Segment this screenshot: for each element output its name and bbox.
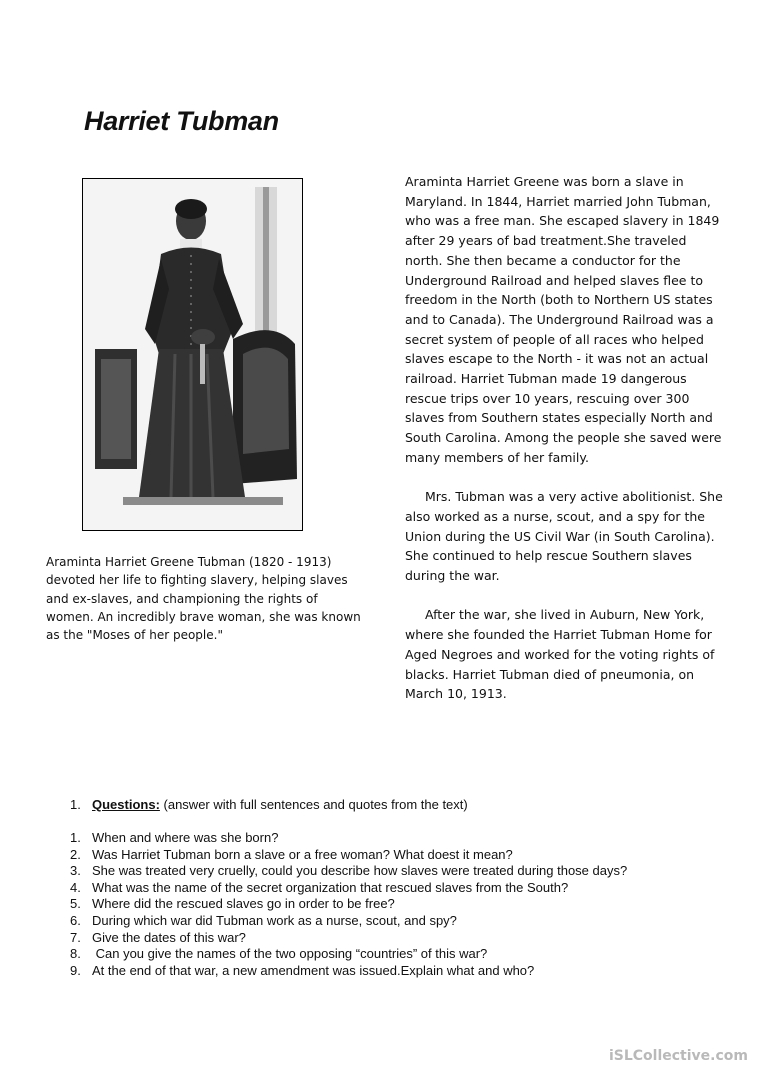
question-number: 5.: [70, 896, 81, 912]
questions-list: [70, 830, 627, 979]
question-number: 6.: [70, 912, 81, 928]
question-number: 4.: [70, 879, 81, 895]
question-number: 7.: [70, 929, 81, 945]
questions-label: Questions:: [92, 797, 160, 812]
question-number: 3.: [70, 863, 81, 879]
question-text: During which war did Tubman work as a nurse, scout, and spy?: [92, 912, 457, 928]
biography-paragraph: After the war, she lived in Auburn, New York, where she founded the Harriet Tubman Home for Aged Negroes and worked for the voting rights of blacks. Harriet Tubman died of pneumonia, on March 10, 1913.: [405, 607, 715, 702]
questions-header-number: 1.: [70, 797, 81, 812]
biography-paragraph: Araminta Harriet Greene was born a slave in Maryland. In 1844, Harriet married John Tubman, who was a free man. She escaped slavery in 1849 after 29 years of bad treatment.She traveled north. She then became a conductor for the Underground Railroad and helped slaves flee to freedom in the North (both to Northern US states and to Canada). The Underground Railroad was a secret system of people of all races who helped slaves escape to the North - it was not an actual railroad. Harriet Tubman made 19 dangerous rescue trips over 10 years, rescuing over 300 slaves from Southern states especially North and South Carolina. Among the people she saved were many members of her family.: [405, 174, 722, 465]
question-text: Where did the rescued slaves go in order to be free?: [92, 896, 395, 912]
question-text: When and where was she born?: [92, 830, 279, 845]
questions-header: [70, 797, 468, 812]
page-title: Harriet Tubman: [84, 106, 279, 136]
watermark: iSLCollective.com: [608, 1048, 748, 1064]
question-item: [70, 930, 627, 947]
biography-text: [405, 172, 725, 704]
question-text: Was Harriet Tubman born a slave or a free woman? What doest it mean?: [92, 846, 513, 862]
question-number: 1.: [70, 830, 81, 845]
question-item: [70, 847, 627, 864]
question-text: She was treated very cruelly, could you describe how slaves were treated during those days?: [92, 863, 628, 879]
photo-caption: Araminta Harriet Greene Tubman (1820 - 1913) devoted her life to fighting slavery, helping slaves and ex-slaves, and championing the rights of women. An incredibly brave woman, she was known as the "Moses of her people.": [46, 555, 361, 643]
question-item: [70, 863, 627, 880]
question-item: [70, 880, 627, 897]
question-item: [70, 830, 627, 847]
question-text: At the end of that war, a new amendment was issued.Explain what and who?: [92, 962, 535, 978]
question-text: Can you give the names of the two opposing “countries” of this war?: [92, 946, 488, 962]
question-item: [70, 913, 627, 930]
question-number: 2.: [70, 846, 81, 862]
question-text: What was the name of the secret organization that rescued slaves from the South?: [92, 879, 569, 895]
question-item: [70, 896, 627, 913]
questions-instruction: (answer with full sentences and quotes from the text): [159, 797, 468, 812]
biography-paragraph: Mrs. Tubman was a very active abolitionist. She also worked as a nurse, scout, and a spy for the Union during the US Civil War (in South Carolina). She continued to help rescue Southern slaves during the war.: [405, 489, 723, 584]
portrait-photo: [82, 178, 303, 531]
question-text: Give the dates of this war?: [92, 929, 246, 945]
portrait-photo-icon: [83, 179, 302, 530]
question-number: 8.: [70, 946, 81, 962]
question-number: 9.: [70, 962, 81, 978]
question-item: [70, 946, 627, 963]
question-item: [70, 963, 627, 980]
